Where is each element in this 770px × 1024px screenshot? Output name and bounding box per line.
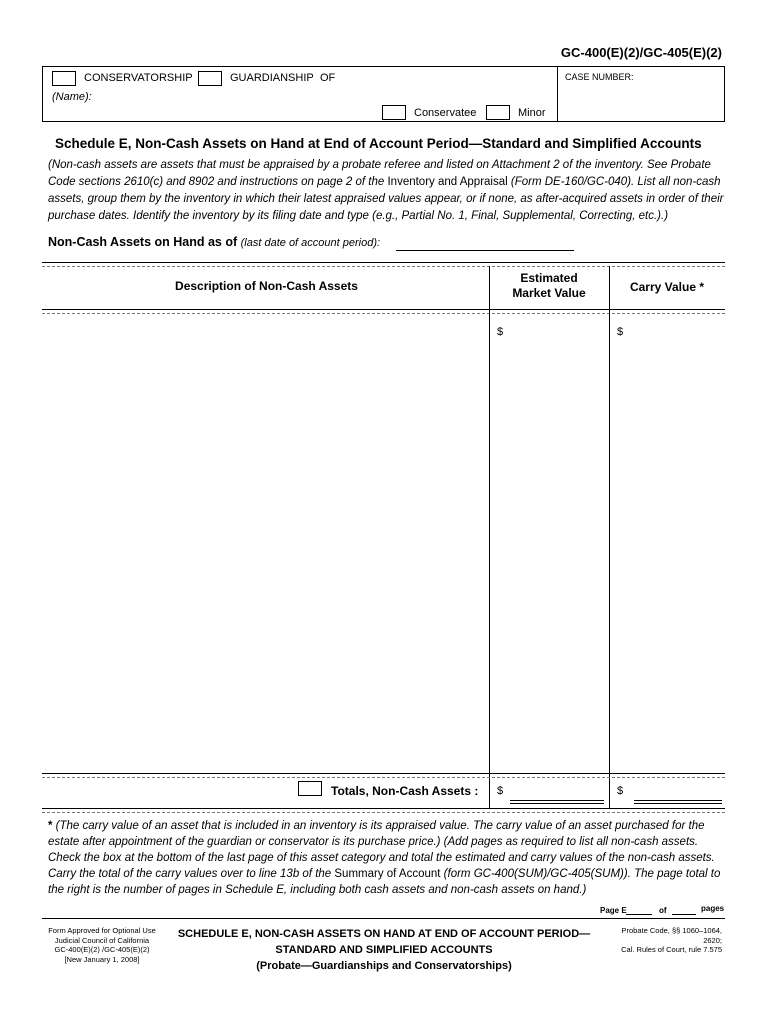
summary-reference: Summary of Account xyxy=(334,868,441,880)
description-entry-area[interactable] xyxy=(46,318,486,770)
dollar-sign-estimated: $ xyxy=(497,326,504,338)
minor-checkbox[interactable] xyxy=(486,105,510,120)
caption-divider xyxy=(557,66,558,121)
as-of-label: Non-Cash Assets on Hand as of xyxy=(48,235,238,249)
pages-label: pages xyxy=(701,904,725,913)
footer-rule xyxy=(42,918,725,919)
conservatee-checkbox[interactable] xyxy=(382,105,406,120)
total-pages-field[interactable] xyxy=(672,904,696,915)
name-field[interactable] xyxy=(52,110,382,120)
guardianship-label: GUARDIANSHIP xyxy=(230,72,314,84)
guardianship-checkbox[interactable] xyxy=(198,71,222,86)
caption-right-rule xyxy=(724,66,725,121)
caption-left-rule xyxy=(42,66,43,121)
totals-top-rule-2 xyxy=(42,777,725,778)
name-label: (Name): xyxy=(52,91,92,103)
as-of-date-field[interactable] xyxy=(396,236,574,251)
conservatee-label: Conservatee xyxy=(414,107,477,119)
footer-form-approval: Form Approved for Optional Use Judicial Council of California GC-400(E)(2) /GC-405(E)(2) [New January 1, 2008] xyxy=(48,926,156,964)
carry-value-entry-area[interactable] xyxy=(628,318,722,770)
total-carry-underline-2 xyxy=(634,803,722,804)
caption-top-rule xyxy=(42,66,725,67)
total-carry-field[interactable] xyxy=(634,784,722,798)
minor-label: Minor xyxy=(518,107,546,119)
of-pages-label: of xyxy=(659,906,667,915)
inventory-reference: Inventory and Appraisal xyxy=(387,176,508,188)
total-estimated-underline-1 xyxy=(510,800,604,801)
total-carry-underline-1 xyxy=(634,800,722,801)
page-label: Page E xyxy=(600,906,627,915)
estimated-value-entry-area[interactable] xyxy=(508,318,606,770)
of-label: OF xyxy=(320,72,336,84)
instructions-paragraph: (Non-cash assets are assets that must be appraised by a probate referee and listed on Attachment 2 of the inventory. See Probate Code sections 2610(c) and 8902 and instructions on page 2 of the Inventory and Appraisal (Form DE-160/GC-040). List all non-cash assets, group them by the inventory in which their latest appraised values appear, or if none, as after-acquired assets in order of their purchase dates. Identify the inventory by its filing date and type (e.g., Partial No. 1, Final, Supplemental, Correcting, etc.).) xyxy=(48,159,724,222)
footer-form-title: SCHEDULE E, NON-CASH ASSETS ON HAND AT END OF ACCOUNT PERIOD— STANDARD AND SIMPLIFIED ACCOUNTS (Probate—Guardianships and Conservatorships) xyxy=(177,928,591,972)
table-header-bottom-rule-2 xyxy=(42,313,725,314)
table-top-rule-2 xyxy=(42,266,725,267)
as-of-hint: (last date of account period): xyxy=(240,237,381,249)
case-number-field[interactable] xyxy=(565,86,719,116)
table-col-divider-2 xyxy=(609,266,610,808)
col-header-carry: Carry Value * xyxy=(629,280,705,294)
footer-legal-citations: Probate Code, §§ 1060–1064, 2620; Cal. Rules of Court, rule 7.575 xyxy=(621,926,722,954)
page-number-field[interactable] xyxy=(626,904,652,915)
conservatorship-checkbox[interactable] xyxy=(52,71,76,86)
table-bottom-rule xyxy=(42,808,725,809)
col-header-description: Description of Non-Cash Assets xyxy=(175,279,358,293)
totals-checkbox[interactable] xyxy=(298,781,322,796)
conservatorship-label: CONSERVATORSHIP xyxy=(84,72,193,84)
total-estimated-underline-2 xyxy=(510,803,604,804)
total-estimated-field[interactable] xyxy=(510,784,604,798)
form-number: GC-400(E)(2)/GC-405(E)(2) xyxy=(560,45,722,60)
totals-dollar-estimated: $ xyxy=(497,785,504,797)
table-header-bottom-rule xyxy=(42,309,725,310)
table-top-rule xyxy=(42,262,725,263)
case-number-label: CASE NUMBER: xyxy=(565,72,634,82)
totals-label: Totals, Non-Cash Assets : xyxy=(331,784,479,798)
table-bottom-rule-2 xyxy=(42,812,725,813)
caption-bottom-rule xyxy=(42,121,725,122)
as-of-line xyxy=(48,235,380,249)
table-col-divider-1 xyxy=(489,266,490,808)
carry-value-footnote: * (The carry value of an asset that is included in an inventory is its appraised value. The carry value of an asset purchased for the estate after appointment of the guardian or conservator is its purchase price.) (Add pages as required to list all non-cash assets. Check the box at the bottom of the last page of this asset category and total the estimated and carry values of the non-cash assets. Carry the total of the carry values over to line 13b of the Summary of Account (form GC-400(SUM)/GC-405(SUM)). The page total to the right is the number of pages in Schedule E, including both cash assets and non-cash assets on hand.) xyxy=(48,820,721,896)
dollar-sign-carry: $ xyxy=(617,326,624,338)
totals-top-rule xyxy=(42,773,725,774)
col-header-estimated: Estimated Market Value xyxy=(512,271,586,300)
totals-dollar-carry: $ xyxy=(617,785,624,797)
schedule-title: Schedule E, Non-Cash Assets on Hand at End of Account Period—Standard and Simplified Accounts xyxy=(55,136,702,151)
